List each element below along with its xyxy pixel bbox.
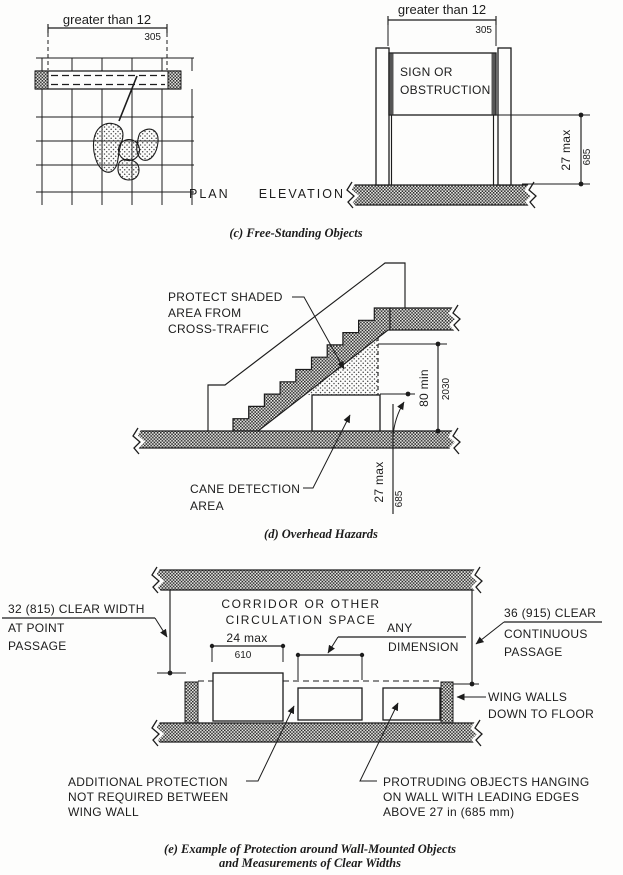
elev-height-dim-metric: 685: [582, 148, 593, 166]
protruding-line1: PROTRUDING OBJECTS HANGING: [383, 775, 590, 789]
point-passage-line2: AT POINT: [8, 621, 65, 635]
additional-line2: NOT REQUIRED BETWEEN: [68, 790, 229, 804]
protect-label-line1: PROTECT SHADED: [168, 290, 283, 304]
continuous-passage-leader: [476, 622, 504, 644]
elev-height-dim-label: 27 max: [559, 129, 573, 171]
elevation-ground: [347, 182, 536, 208]
elev-width-dim-label: greater than 12: [397, 2, 487, 17]
cane-height-dim-metric: 685: [394, 490, 405, 508]
object-width-dim-label: 24 max: [226, 631, 268, 645]
additional-line1: ADDITIONAL PROTECTION: [68, 775, 228, 789]
protect-label-line3: CROSS-TRAFFIC: [168, 322, 270, 336]
elevation-post-left: [376, 48, 389, 185]
cane-detection-box: [312, 395, 380, 431]
additional-line3: WING WALL: [68, 805, 139, 819]
person-head: [119, 140, 140, 161]
continuous-passage-line3: PASSAGE: [504, 645, 563, 659]
overhead-sign-dashed-outline: [51, 76, 165, 85]
sign-panel: [389, 53, 496, 115]
corridor-label-line1: CORRIDOR OR OTHER: [221, 597, 381, 611]
caption-e-line2: and Measurements of Clear Widths: [219, 856, 401, 870]
stair-landing: [390, 305, 460, 331]
sign-edge-left: [390, 54, 394, 115]
section-c-free-standing-objects: [35, 2, 593, 240]
sign-text-line1: SIGN OR: [400, 65, 453, 79]
protruding-line3: ABOVE 27 in (685 mm): [383, 805, 515, 819]
corridor-wall: [152, 567, 482, 593]
wing-walls-line2: DOWN TO FLOOR: [488, 707, 595, 721]
corridor-label: [221, 597, 380, 627]
any-dimension-line2: DIMENSION: [388, 640, 459, 654]
elevation-width-dimension: [388, 2, 496, 46]
section-e-wall-mounted-objects: [2, 567, 602, 870]
caption-d: (d) Overhead Hazards: [264, 527, 378, 541]
plan-post-right: [168, 71, 181, 89]
plan-width-dim-metric: 305: [144, 32, 161, 43]
lower-floor: [133, 428, 460, 454]
elevation-label: ELEVATION: [258, 187, 345, 201]
point-passage-line3: PASSAGE: [8, 639, 67, 653]
plan-post-left: [35, 71, 48, 89]
headroom-dim-label: 80 min: [417, 369, 431, 407]
overhead-sign-band: [35, 71, 181, 89]
elevation-post-right: [498, 48, 511, 185]
sign-supports: [392, 115, 494, 185]
cane: [119, 76, 137, 121]
caption-e-line1: (e) Example of Protection around Wall-Mounted Objects: [164, 842, 456, 856]
person-body: [118, 159, 139, 180]
any-dimension: [296, 621, 466, 680]
wall-object-2: [298, 688, 362, 720]
person-with-cane: [93, 76, 158, 180]
cane-height-dim-label: 27 max: [372, 461, 386, 503]
wing-wall-right: [441, 682, 453, 723]
wing-wall-left: [185, 682, 198, 723]
headroom-dim-metric: 2030: [441, 377, 452, 401]
plan-width-dimension: [48, 12, 167, 70]
point-passage-dimension: [157, 590, 186, 675]
continuous-passage-dimension: [449, 590, 479, 686]
person-right-arm: [137, 129, 158, 160]
section-d-overhead-hazards: [133, 263, 460, 541]
point-passage-label: [2, 602, 167, 653]
corridor-label-line2: CIRCULATION SPACE: [225, 613, 377, 627]
lower-wall: [152, 720, 482, 746]
elev-width-dim-metric: 305: [475, 25, 492, 36]
object-width-dimension: [210, 631, 285, 662]
plan-label: PLAN: [189, 187, 230, 201]
headroom-dimension: [378, 342, 452, 434]
cane-label-line1: CANE DETECTION: [190, 482, 301, 496]
wing-walls-line1: WING WALLS: [488, 690, 568, 704]
object-width-dim-metric: 610: [234, 650, 252, 661]
plan-width-dim-label: greater than 12: [62, 12, 152, 27]
wing-walls-label: [457, 690, 594, 721]
caption-c: (c) Free-Standing Objects: [229, 226, 363, 240]
elevation-view: [259, 2, 593, 208]
continuous-passage-label: [476, 606, 602, 659]
sign-text-line2: OBSTRUCTION: [400, 83, 491, 97]
cane-label-line2: AREA: [190, 499, 224, 513]
point-passage-leader: [155, 618, 167, 637]
any-dimension-line1: ANY: [387, 621, 413, 635]
protruding-line2: ON WALL WITH LEADING EDGES: [383, 790, 580, 804]
wall-object-1: [213, 673, 283, 721]
protect-label-line2: AREA FROM: [168, 306, 242, 320]
sign-edge-right: [492, 54, 496, 115]
continuous-passage-line1: 36 (915) CLEAR: [504, 606, 597, 620]
continuous-passage-line2: CONTINUOUS: [504, 627, 588, 641]
plan-view: [35, 12, 230, 205]
any-dimension-leader: [328, 637, 338, 653]
point-passage-line1: 32 (815) CLEAR WIDTH: [8, 602, 145, 616]
